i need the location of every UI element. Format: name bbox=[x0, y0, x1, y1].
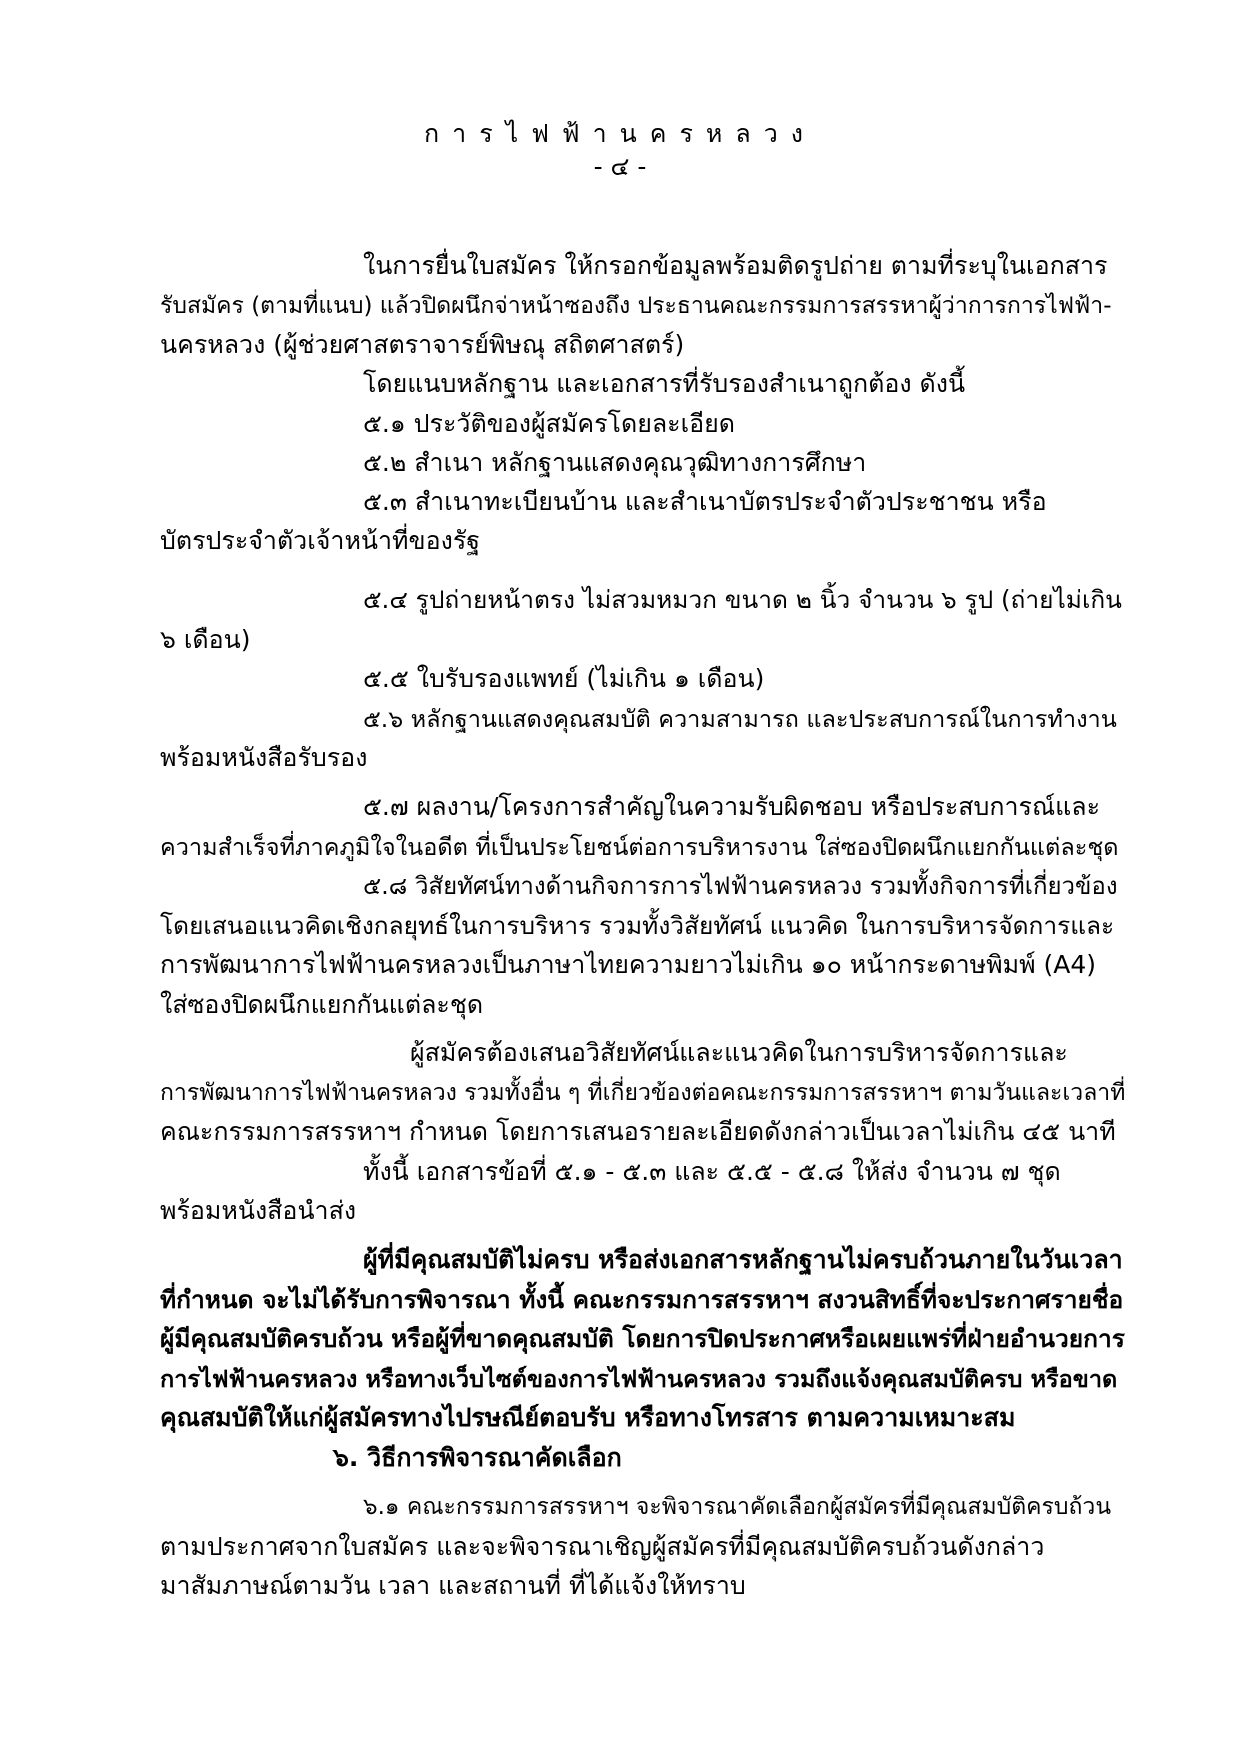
section-heading: ๖. วิธีการพิจารณาคัดเลือก bbox=[333, 1443, 622, 1472]
paragraph-line: คณะกรรมการสรรหาฯ กำหนด โดยการเสนอรายละเอียดดังกล่าวเป็นเวลาไม่เกิน ๔๕ นาที bbox=[160, 1117, 1116, 1146]
list-item: ๕.๖ หลักฐานแสดงคุณสมบัติ ความสามารถ และประสบการณ์ในการทำงาน bbox=[363, 705, 1117, 733]
list-item: ๖.๑ คณะกรรมการสรรหาฯ จะพิจารณาคัดเลือกผู้สมัครที่มีคุณสมบัติครบถ้วน bbox=[363, 1494, 1112, 1520]
list-item: ๕.๗ ผลงาน/โครงการสำคัญในความรับผิดชอบ หรือประสบการณ์และ bbox=[363, 792, 1101, 821]
paragraph-line: รับสมัคร (ตามที่แนบ) แล้วปิดผนึกจ่าหน้าซองถึง ประธานคณะกรรมการสรรหาผู้ว่าการการไฟฟ้า- bbox=[160, 293, 1112, 319]
list-item-continuation: มาสัมภาษณ์ตามวัน เวลา และสถานที่ ที่ได้แจ้งให้ทราบ bbox=[160, 1571, 746, 1600]
list-item-continuation: ๖ เดือน) bbox=[160, 625, 251, 654]
paragraph-line: ในการยื่นใบสมัคร ให้กรอกข้อมูลพร้อมติดรูปถ่าย ตามที่ระบุในเอกสาร bbox=[363, 251, 1108, 280]
list-item-continuation: การพัฒนาการไฟฟ้านครหลวงเป็นภาษาไทยความยาวไม่เกิน ๑๐ หน้ากระดาษพิมพ์ (A4) bbox=[160, 950, 1097, 979]
paragraph-line: นครหลวง (ผู้ช่วยศาสตราจารย์พิษณุ สถิตศาสตร์) bbox=[160, 330, 685, 359]
list-item-continuation: ความสำเร็จที่ภาคภูมิใจในอดีต ที่เป็นประโยชน์ต่อการบริหารงาน ใส่ซองปิดผนึกแยกกันแต่ละชุด bbox=[160, 833, 1119, 861]
paragraph-line: โดยแนบหลักฐาน และเอกสารที่รับรองสำเนาถูกต้อง ดังนี้ bbox=[363, 369, 966, 398]
list-item: ๕.๓ สำเนาทะเบียนบ้าน และสำเนาบัตรประจำตัวประชาชน หรือ bbox=[363, 487, 1047, 516]
list-item: ๕.๕ ใบรับรองแพทย์ (ไม่เกิน ๑ เดือน) bbox=[363, 664, 765, 693]
paragraph-line: พร้อมหนังสือนำส่ง bbox=[160, 1196, 357, 1225]
bold-notice-line: ผู้มีคุณสมบัติครบถ้วน หรือผู้ที่ขาดคุณสมบัติ โดยการปิดประกาศหรือเผยแพร่ที่ฝ่ายอำนวยการ bbox=[160, 1324, 1125, 1353]
list-item: ๕.๑ ประวัติของผู้สมัครโดยละเอียด bbox=[363, 409, 736, 438]
list-item: ๕.๒ สำเนา หลักฐานแสดงคุณวุฒิทางการศึกษา bbox=[363, 448, 867, 477]
paragraph-line: ทั้งนี้ เอกสารข้อที่ ๕.๑ - ๕.๓ และ ๕.๕ - ๕.๘ ให้ส่ง จำนวน ๗ ชุด bbox=[363, 1157, 1061, 1186]
list-item-continuation: พร้อมหนังสือรับรอง bbox=[160, 743, 368, 772]
list-item: ๕.๔ รูปถ่ายหน้าตรง ไม่สวมหมวก ขนาด ๒ นิ้ว จำนวน ๖ รูป (ถ่ายไม่เกิน bbox=[363, 585, 1122, 614]
list-item-continuation: โดยเสนอแนวคิดเชิงกลยุทธ์ในการบริหาร รวมทั้งวิสัยทัศน์ แนวคิด ในการบริหารจัดการและ bbox=[160, 911, 1115, 940]
bold-notice-line: คุณสมบัติให้แก่ผู้สมัครทางไปรษณีย์ตอบรับ หรือทางโทรสาร ตามความเหมาะสม bbox=[160, 1403, 1016, 1432]
bold-notice-line: ผู้ที่มีคุณสมบัติไม่ครบ หรือส่งเอกสารหลักฐานไม่ครบถ้วนภายในวันเวลา bbox=[363, 1245, 1123, 1274]
paragraph-line: ผู้สมัครต้องเสนอวิสัยทัศน์และแนวคิดในการบริหารจัดการและ bbox=[410, 1038, 1068, 1067]
page-header-organization: การไฟฟ้านครหลวง bbox=[424, 119, 816, 148]
bold-notice-line: การไฟฟ้านครหลวง หรือทางเว็บไซต์ของการไฟฟ้านครหลวง รวมถึงแจ้งคุณสมบัติครบ หรือขาด bbox=[160, 1365, 1118, 1393]
list-item: ๕.๘ วิสัยทัศน์ทางด้านกิจการการไฟฟ้านครหลวง รวมทั้งกิจการที่เกี่ยวข้อง bbox=[363, 872, 1118, 900]
bold-notice-line: ที่กำหนด จะไม่ได้รับการพิจารณา ทั้งนี้ คณะกรรมการสรรหาฯ สงวนสิทธิ์ที่จะประกาศรายชื่อ bbox=[160, 1285, 1124, 1314]
paragraph-line: การพัฒนาการไฟฟ้านครหลวง รวมทั้งอื่น ๆ ที่เกี่ยวข้องต่อคณะกรรมการสรรหาฯ ตามวันและเวลาที่ bbox=[160, 1080, 1126, 1106]
list-item-continuation: ใส่ซองปิดผนึกแยกกันแต่ละชุด bbox=[160, 990, 484, 1019]
list-item-continuation: ตามประกาศจากใบสมัคร และจะพิจารณาเชิญผู้สมัครที่มีคุณสมบัติครบถ้วนดังกล่าว bbox=[160, 1532, 1045, 1561]
page-number: - ๔ - bbox=[593, 152, 647, 181]
list-item-continuation: บัตรประจำตัวเจ้าหน้าที่ของรัฐ bbox=[160, 526, 481, 555]
